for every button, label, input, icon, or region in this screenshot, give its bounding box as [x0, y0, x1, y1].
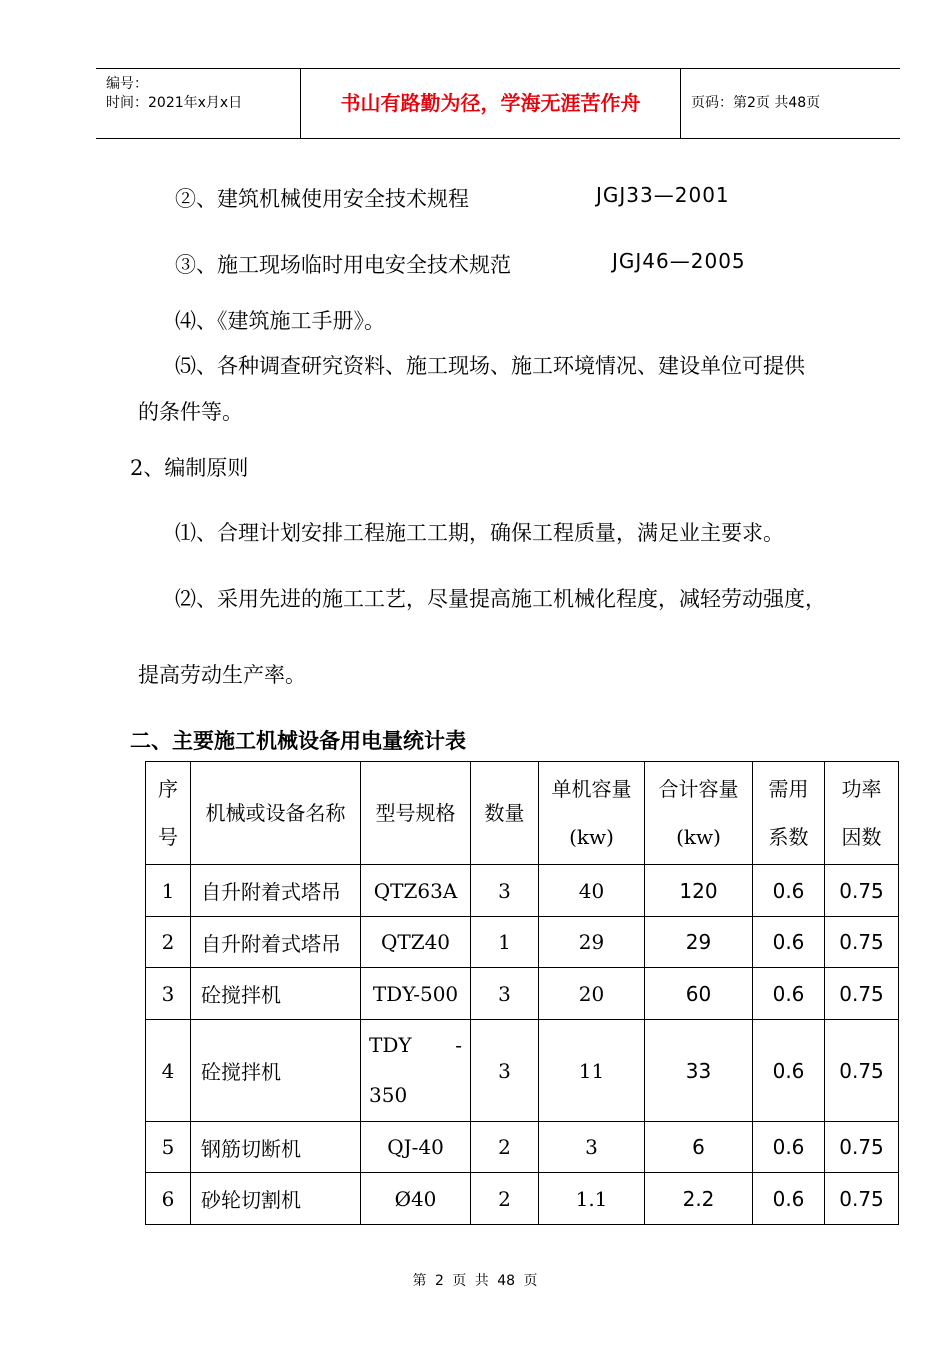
cell-no: 5: [146, 1122, 191, 1173]
header-page-info: 页码：第2页 共48页: [691, 95, 821, 111]
cell-name: 钢筋切断机: [191, 1122, 361, 1173]
cell-pf: 0.75: [825, 865, 899, 917]
header-total-cap-unit: (kw): [676, 825, 721, 849]
header-pf: [825, 762, 899, 865]
cell-unit: 11: [539, 1020, 645, 1122]
model-split: [361, 1021, 470, 1121]
cell-no: 3: [146, 968, 191, 1020]
header-unit-cap-unit: (kw): [569, 825, 614, 849]
cell-demand: 0.6: [753, 1173, 825, 1225]
header-unit-cap-label: 单机容量: [551, 777, 632, 801]
cell-unit: 3: [539, 1122, 645, 1173]
cell-pf: 0.75: [825, 968, 899, 1020]
ref-3-code: JGJ46—2005: [612, 249, 746, 273]
cell-unit: 1.1: [539, 1173, 645, 1225]
ref-2-text: ②、建筑机械使用安全技术规程: [175, 187, 469, 211]
equipment-table: [145, 761, 899, 1225]
cell-qty: 2: [471, 1173, 539, 1225]
ref-5-text: ⑸、各种调查研究资料、施工现场、施工环境情况、建设单位可提供: [175, 354, 805, 378]
model-part-b: -: [455, 1032, 462, 1057]
cell-unit: 29: [539, 917, 645, 968]
table-header-row: [146, 762, 899, 865]
cell-no: 1: [146, 865, 191, 917]
header-motto: 书山有路勤为径，学海无涯苦作舟: [301, 69, 681, 138]
cell-model: [361, 1020, 471, 1122]
cell-qty: 2: [471, 1122, 539, 1173]
page-header: [96, 68, 900, 139]
cell-qty: 3: [471, 1020, 539, 1122]
cell-pf: 0.75: [825, 1020, 899, 1122]
cell-pf: 0.75: [825, 1173, 899, 1225]
header-seq: [146, 762, 191, 865]
cell-total: 60: [645, 968, 753, 1020]
principle-2: ⑵、采用先进的施工工艺，尽量提高施工机械化程度，减轻劳动强度，: [175, 587, 826, 611]
header-qty: 数量: [471, 762, 539, 865]
page-footer: 第 2 页 共 48 页: [412, 1273, 538, 1289]
table-title: 二、主要施工机械设备用电量统计表: [130, 729, 466, 753]
table-row: [146, 968, 899, 1020]
cell-model: QJ-40: [361, 1122, 471, 1173]
cell-name: 自升附着式塔吊: [191, 917, 361, 968]
header-name: 机械或设备名称: [191, 762, 361, 865]
header-total-cap: [645, 762, 753, 865]
cell-model: QTZ40: [361, 917, 471, 968]
ref-3-text: ③、施工现场临时用电安全技术规范: [175, 253, 511, 277]
table-row: [146, 1173, 899, 1225]
cell-demand: 0.6: [753, 1122, 825, 1173]
header-pf-top: 功率: [841, 777, 882, 801]
cell-model: QTZ63A: [361, 865, 471, 917]
cell-total: 2.2: [645, 1173, 753, 1225]
cell-demand: 0.6: [753, 917, 825, 968]
header-demand-bot: 系数: [768, 825, 809, 849]
number-label: 编号：: [106, 76, 148, 92]
ref-5-cont: 的条件等。: [138, 400, 243, 424]
ref-4-text: ⑷、《建筑施工手册》。: [175, 309, 385, 333]
model-part-a: TDY: [369, 1032, 412, 1057]
cell-demand: 0.6: [753, 1020, 825, 1122]
cell-qty: 3: [471, 865, 539, 917]
header-model: 型号规格: [361, 762, 471, 865]
table-row: [146, 917, 899, 968]
header-unit-cap: [539, 762, 645, 865]
cell-demand: 0.6: [753, 865, 825, 917]
cell-unit: 40: [539, 865, 645, 917]
cell-qty: 1: [471, 917, 539, 968]
cell-unit: 20: [539, 968, 645, 1020]
cell-no: 4: [146, 1020, 191, 1122]
table-row: [146, 1122, 899, 1173]
cell-pf: 0.75: [825, 1122, 899, 1173]
cell-model: Ø40: [361, 1173, 471, 1225]
ref-2-code: JGJ33—2001: [596, 183, 730, 207]
cell-model: TDY-500: [361, 968, 471, 1020]
table-row: [146, 1020, 899, 1122]
cell-demand: 0.6: [753, 968, 825, 1020]
cell-qty: 3: [471, 968, 539, 1020]
time-label: 时间：2021年x月x日: [106, 95, 243, 111]
header-pf-bot: 因数: [841, 825, 882, 849]
cell-total: 33: [645, 1020, 753, 1122]
cell-total: 120: [645, 865, 753, 917]
table-row: [146, 865, 899, 917]
cell-name: 砼搅拌机: [191, 968, 361, 1020]
principle-2-cont: 提高劳动生产率。: [138, 663, 306, 687]
header-seq-bot: 号: [158, 825, 178, 849]
cell-no: 2: [146, 917, 191, 968]
header-demand: [753, 762, 825, 865]
cell-no: 6: [146, 1173, 191, 1225]
model-part-c: 350: [369, 1082, 408, 1107]
cell-total: 29: [645, 917, 753, 968]
cell-name: 砼搅拌机: [191, 1020, 361, 1122]
cell-name: 砂轮切割机: [191, 1173, 361, 1225]
header-meta: [96, 69, 301, 138]
cell-pf: 0.75: [825, 917, 899, 968]
section-2-heading: 2、编制原则: [130, 456, 249, 480]
principle-1: ⑴、合理计划安排工程施工工期，确保工程质量，满足业主要求。: [175, 521, 784, 545]
header-total-cap-label: 合计容量: [658, 777, 739, 801]
header-seq-top: 序: [158, 777, 178, 801]
header-demand-top: 需用: [768, 777, 809, 801]
cell-total: 6: [645, 1122, 753, 1173]
cell-name: 自升附着式塔吊: [191, 865, 361, 917]
